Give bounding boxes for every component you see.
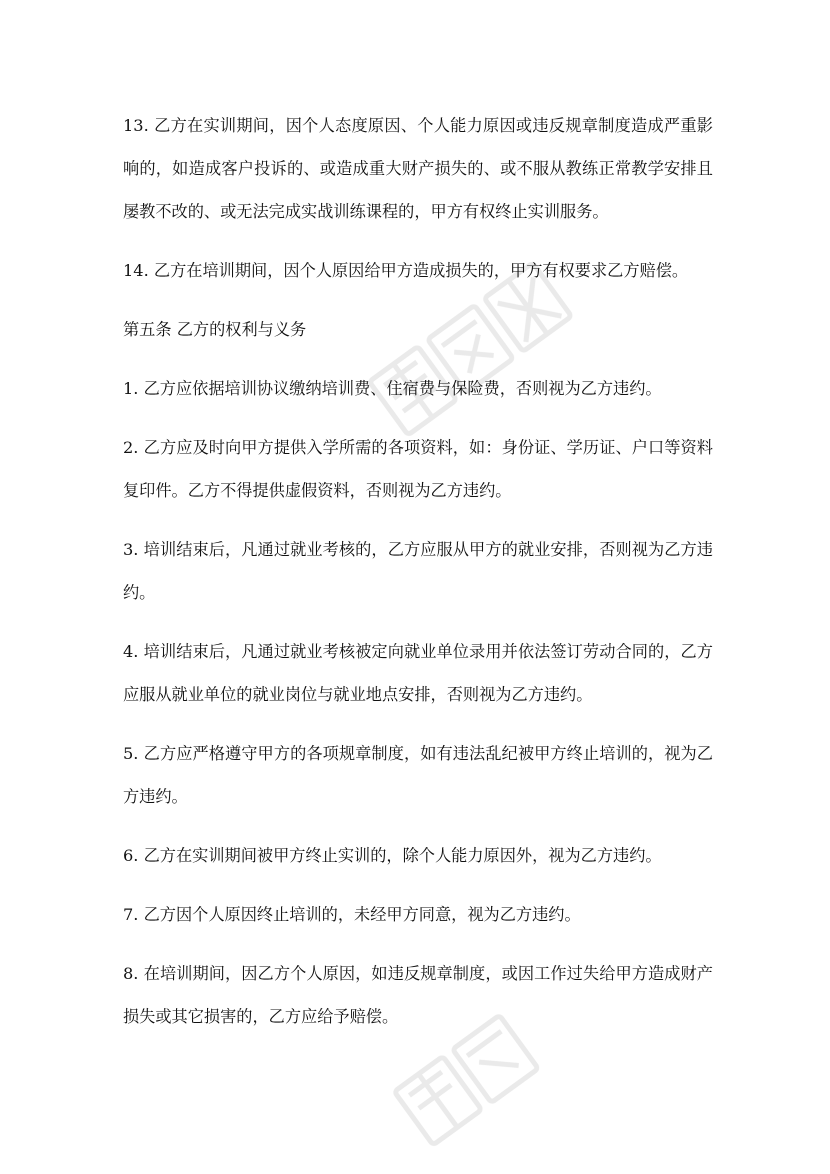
clause-13: 13. 乙方在实训期间，因个人态度原因、个人能力原因或违反规章制度造成严重影响的，如造成客户投诉的、或造成重大财产损失的、或不服从教练正常教学安排且屡教不改的、或无法完成实战训练课程的，甲方有权终止实训服务。 (123, 116, 713, 221)
section5-item-3: 3. 培训结束后，凡通过就业考核的，乙方应服从甲方的就业安排，否则视为乙方违约。 (123, 540, 713, 602)
section5-item-5: 5. 乙方应严格遵守甲方的各项规章制度，如有违法乱纪被甲方终止培训的，视为乙方违约。 (123, 744, 713, 806)
document-body (123, 104, 713, 1054)
section5-item-7: 7. 乙方因个人原因终止培训的，未经甲方同意，视为乙方违约。 (123, 905, 581, 924)
section5-item-1: 1. 乙方应依据培训协议缴纳培训费、住宿费与保险费，否则视为乙方违约。 (123, 379, 662, 398)
section5-item-8: 8. 在培训期间，因乙方个人原因，如违反规章制度，或因工作过失给甲方造成财产损失或其它损害的，乙方应给予赔偿。 (123, 964, 713, 1026)
section5-item-4: 4. 培训结束后，凡通过就业考核被定向就业单位录用并依法签订劳动合同的，乙方应服从就业单位的就业岗位与就业地点安排，否则视为乙方违约。 (123, 642, 713, 704)
section-heading-5: 第五条 乙方的权利与义务 (123, 320, 307, 339)
section5-item-6: 6. 乙方在实训期间被甲方终止实训的，除个人能力原因外，视为乙方违约。 (123, 846, 662, 865)
clause-14: 14. 乙方在培训期间，因个人原因给甲方造成损失的，甲方有权要求乙方赔偿。 (123, 261, 689, 280)
section5-item-2: 2. 乙方应及时向甲方提供入学所需的各项资料，如：身份证、学历证、户口等资料复印件。乙方不得提供虚假资料，否则视为乙方违约。 (123, 438, 713, 500)
